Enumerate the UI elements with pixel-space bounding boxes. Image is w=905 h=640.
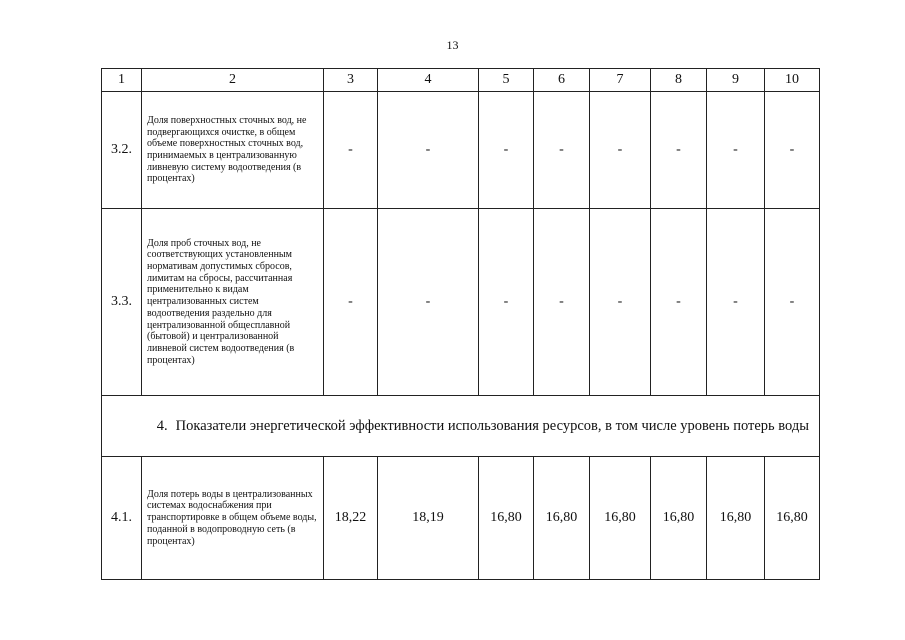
header-cell: 9	[707, 69, 765, 92]
value-cell: -	[707, 92, 765, 209]
value-cell: -	[590, 209, 651, 396]
value-cell: -	[324, 92, 378, 209]
value-cell: 16,80	[765, 457, 820, 580]
section-row-4	[102, 396, 820, 457]
table-row-3-2	[102, 92, 820, 209]
indicators-table	[101, 68, 820, 580]
header-cell: 4	[378, 69, 479, 92]
value-cell: -	[479, 92, 534, 209]
value-cell: 16,80	[534, 457, 590, 580]
value-cell: -	[534, 209, 590, 396]
value-cell: -	[324, 209, 378, 396]
value-cell: 18,19	[378, 457, 479, 580]
header-cell: 3	[324, 69, 378, 92]
header-cell: 10	[765, 69, 820, 92]
value-cell: 16,80	[651, 457, 707, 580]
value-cell: -	[765, 209, 820, 396]
header-cell: 1	[102, 69, 142, 92]
value-cell: -	[651, 209, 707, 396]
table-row-4-1	[102, 457, 820, 580]
value-cell: -	[534, 92, 590, 209]
row-number: 3.3.	[102, 209, 142, 396]
value-cell: 16,80	[590, 457, 651, 580]
page-number: 13	[446, 38, 459, 52]
header-cell: 5	[479, 69, 534, 92]
table-header-row	[102, 69, 820, 92]
value-cell: -	[590, 92, 651, 209]
value-cell: -	[765, 92, 820, 209]
header-cell: 8	[651, 69, 707, 92]
header-cell: 6	[534, 69, 590, 92]
value-cell: -	[479, 209, 534, 396]
header-cell: 7	[590, 69, 651, 92]
value-cell: 16,80	[479, 457, 534, 580]
value-cell: -	[378, 209, 479, 396]
value-cell: -	[651, 92, 707, 209]
section-heading	[102, 396, 820, 457]
value-cell: 18,22	[324, 457, 378, 580]
table-row-3-3	[102, 209, 820, 396]
row-number: 4.1.	[102, 457, 142, 580]
row-description: Доля поверхностных сточных вод, не подвергающихся очистке, в общем объеме поверхностных сточных вод, принимаемых в централизованную ливневую систему водоотведения (в процентах)	[142, 92, 324, 209]
value-cell: 16,80	[707, 457, 765, 580]
row-description: Доля потерь воды в централизованных системах водоснабжения при транспортировке в общем объеме воды, поданной в водопроводную сеть (в процентах)	[142, 457, 324, 580]
row-number: 3.2.	[102, 92, 142, 209]
section-number: 4.	[156, 417, 168, 434]
value-cell: -	[378, 92, 479, 209]
value-cell: -	[707, 209, 765, 396]
header-cell: 2	[142, 69, 324, 92]
row-description: Доля проб сточных вод, не соответствующих установленным нормативам допустимых сбросов, лимитам на сбросы, рассчитанная применительно к видам централизованных систем водоотведения раздельно для централизованной общесплавной (бытовой) и централизованной ливневой систем водоотведения (в процентах)	[142, 209, 324, 396]
section-title: Показатели энергетической эффективности использования ресурсов, в том числе уровень потерь воды	[175, 417, 809, 434]
